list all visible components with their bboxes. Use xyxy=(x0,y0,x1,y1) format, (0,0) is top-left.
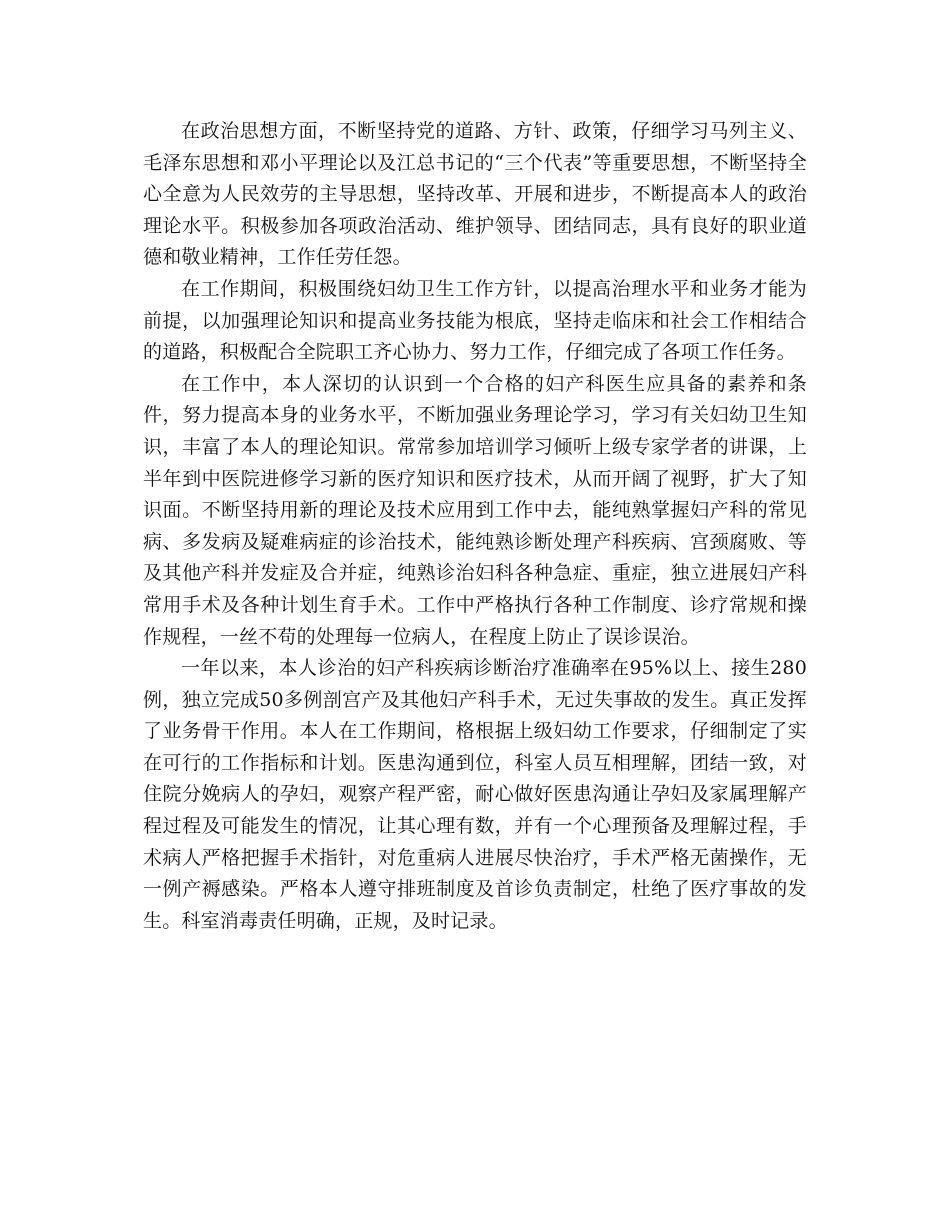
paragraph-professional-study: 在工作中，本人深切的认识到一个合格的妇产科医生应具备的素养和条件，努力提高本身的业务水平，不断加强业务理论学习，学习有关妇幼卫生知识，丰富了本人的理论知识。常常参加培训学习倾听上级专家学者的讲课，上半年到中医院进修学习新的医疗知识和医疗技术，从而开阔了视野，扩大了知识面。不断坚持用新的理论及技术应用到工作中去，能纯熟掌握妇产科的常见病、多发病及疑难病症的诊治技术，能纯熟诊断处理产科疾病、宫颈腐败、等及其他产科并发症及合并症，纯熟诊治妇科各种急症、重症，独立进展妇产科常用手术及各种计划生育手术。工作中严格执行各种工作制度、诊疗常规和操作规程，一丝不苟的处理每一位病人，在程度上防止了误诊误治。 xyxy=(143,372,807,648)
document-body xyxy=(143,116,807,937)
paragraph-annual-results: 一年以来，本人诊治的妇产科疾病诊断治疗准确率在95%以上、接生280例，独立完成50多例剖宫产及其他妇产科手术，无过失事故的发生。真正发挥了业务骨干作用。本人在工作期间，格根据上级妇幼工作要求，仔细制定了实在可行的工作指标和计划。医患沟通到位，科室人员互相理解，团结一致，对住院分娩病人的孕妇，观察产程严密，耐心做好医患沟通让孕妇及家属理解产程过程及可能发生的情况，让其心理有数，并有一个心理预备及理解过程，手术病人严格把握手术指针，对危重病人进展尽快治疗，手术严格无菌操作，无一例产褥感染。严格本人遵守排班制度及首诊负责制定，杜绝了医疗事故的发生。科室消毒责任明确，正规，及时记录。 xyxy=(143,657,807,932)
paragraph-political-thought: 在政治思想方面，不断坚持党的道路、方针、政策，仔细学习马列主义、毛泽东思想和邓小平理论以及江总书记的“三个代表”等重要思想，不断坚持全心全意为人民效劳的主导思想，坚持改革、开展和进步，不断提高本人的政治理论水平。积极参加各项政治活动、维护领导、团结同志，具有良好的职业道德和敬业精神，工作任劳任怨。 xyxy=(143,120,807,269)
paragraph-work-period: 在工作期间，积极围绕妇幼卫生工作方针，以提高治理水平和业务才能为前提，以加强理论知识和提高业务技能为根底，坚持走临床和社会工作相结合的道路，积极配合全院职工齐心协力、努力工作，仔细完成了各项工作任务。 xyxy=(143,277,807,364)
